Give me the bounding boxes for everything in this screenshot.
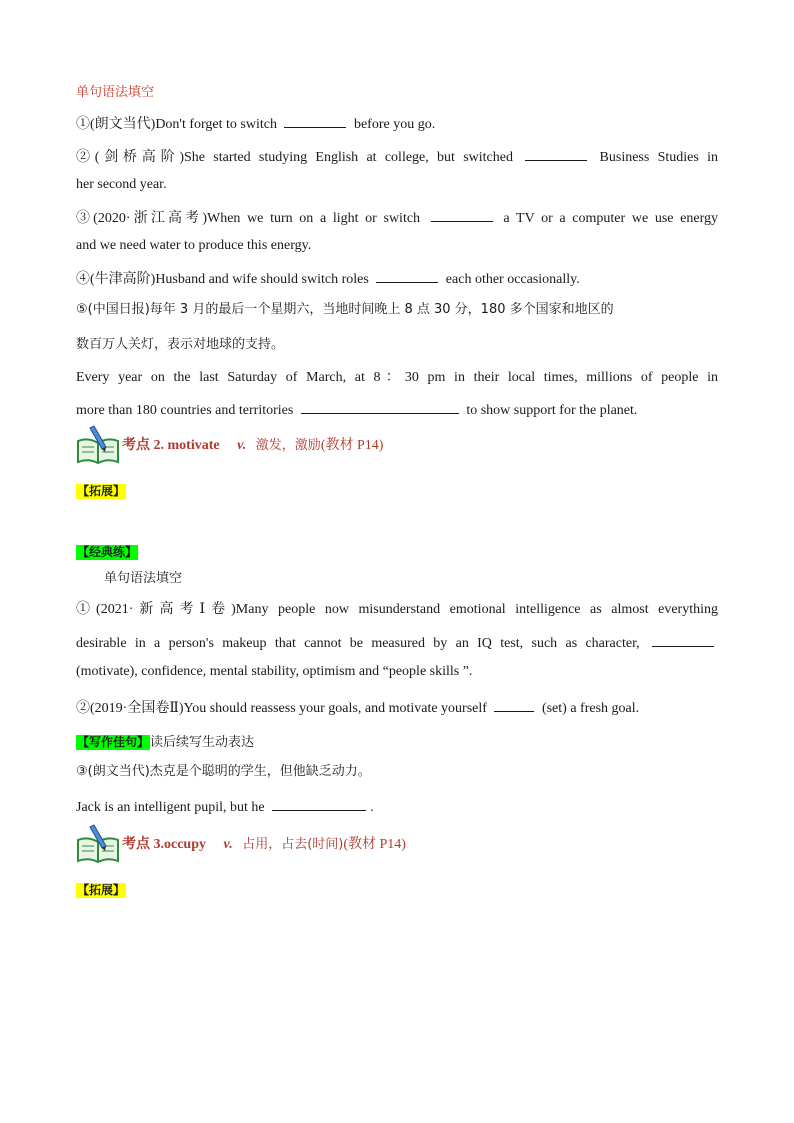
question-text: Business Studies in bbox=[599, 150, 719, 165]
question-4 bbox=[76, 268, 718, 289]
answer-blank[interactable] bbox=[652, 632, 714, 647]
question-text: more than 180 countries and territories bbox=[76, 403, 294, 418]
book-pen-icon bbox=[76, 824, 120, 864]
question-3 bbox=[76, 207, 718, 228]
s2-question-2 bbox=[76, 697, 718, 718]
classic-practice-tag: 【经典练】 bbox=[77, 545, 138, 559]
question-5-cn-line2: 数百万人关灯，表示对地球的支持。 bbox=[76, 337, 285, 352]
question-text: to show support for the planet. bbox=[466, 403, 638, 418]
s2-question-1: ①(2021·新高考Ⅰ卷)Many people now misunderstand emotional intelligence as almost everything bbox=[76, 602, 718, 617]
answer-blank[interactable] bbox=[284, 113, 346, 128]
question-text: . bbox=[370, 800, 374, 815]
kaodian-title bbox=[122, 833, 406, 853]
section-title-text: 单句语法填空 bbox=[76, 85, 155, 100]
question-5-en-line2 bbox=[76, 399, 718, 420]
question-text: Jack is an intelligent pupil, but he bbox=[76, 800, 265, 815]
expand-tag-row bbox=[76, 483, 718, 501]
kaodian-title bbox=[122, 434, 383, 454]
s2-question-1-line2 bbox=[76, 632, 718, 653]
part-of-speech: v. bbox=[237, 438, 247, 453]
writing-tag: 【写作佳句】 bbox=[77, 735, 150, 749]
question-text: desirable in a person's makeup that cannot be measured by an IQ test, such as character, bbox=[76, 636, 640, 651]
s2-question-1-line3: (motivate), confidence, mental stability, optimism and “people skills ”. bbox=[76, 664, 473, 679]
source: (教材 P14) bbox=[320, 438, 384, 453]
question-5-cn: ⑤(中国日报)每年 3 月的最后一个星期六，当地时间晚上 8 点 30 分，180 多个国家和地区的 bbox=[76, 302, 614, 317]
meaning: 占用，占去(时间) bbox=[242, 837, 344, 852]
question-text: ③(2020·浙江高考)When we turn on a light or switch bbox=[76, 211, 421, 226]
part-of-speech: v. bbox=[223, 837, 233, 852]
question-2 bbox=[76, 146, 718, 167]
answer-blank[interactable] bbox=[272, 796, 366, 811]
s2-question-3-en bbox=[76, 796, 718, 817]
kaodian-heading bbox=[76, 425, 718, 465]
section-title bbox=[76, 84, 718, 102]
question-text: ②(剑桥高阶)She started studying English at college, but switched bbox=[76, 150, 513, 165]
source: (教材 P14) bbox=[343, 837, 406, 852]
question-text: ①(朗文当代)Don't forget to switch bbox=[76, 117, 277, 132]
answer-blank[interactable] bbox=[431, 207, 493, 222]
question-1 bbox=[76, 113, 718, 134]
answer-blank[interactable] bbox=[376, 268, 438, 283]
section2-title: 单句语法填空 bbox=[104, 571, 183, 586]
answer-blank[interactable] bbox=[301, 399, 459, 414]
expand-tag: 【拓展】 bbox=[77, 484, 126, 498]
meaning: 激发，激励 bbox=[255, 438, 321, 453]
writing-description: 读后续写生动表达 bbox=[150, 735, 255, 750]
kaodian-heading bbox=[76, 824, 718, 864]
question-2-line2: her second year. bbox=[76, 177, 167, 192]
answer-blank[interactable] bbox=[525, 146, 587, 161]
question-3-line2: and we need water to produce this energy. bbox=[76, 238, 312, 253]
classic-tag-row bbox=[76, 544, 718, 562]
book-pen-icon bbox=[76, 425, 120, 465]
question-text: before you go. bbox=[353, 117, 436, 132]
kaodian-label: 考点 3.occupy bbox=[122, 837, 206, 852]
question-text: ②(2019·全国卷Ⅱ)You should reassess your goals, and motivate yourself bbox=[76, 701, 487, 716]
kaodian-label: 考点 2. motivate bbox=[122, 438, 220, 453]
question-text: ④(牛津高阶)Husband and wife should switch roles bbox=[76, 272, 369, 287]
question-5-en: Every year on the last Saturday of March, at 8：30 pm in their local times, millions of people in bbox=[76, 370, 718, 385]
question-text: each other occasionally. bbox=[445, 272, 580, 287]
s2-question-3-cn: ③(朗文当代)杰克是个聪明的学生，但他缺乏动力。 bbox=[76, 764, 371, 779]
writing-row bbox=[76, 734, 718, 752]
question-text: (set) a fresh goal. bbox=[541, 701, 640, 716]
expand-tag: 【拓展】 bbox=[77, 883, 126, 897]
expand-tag-row bbox=[76, 882, 718, 900]
answer-blank[interactable] bbox=[494, 697, 534, 712]
question-text: a TV or a computer we use energy bbox=[503, 211, 718, 226]
